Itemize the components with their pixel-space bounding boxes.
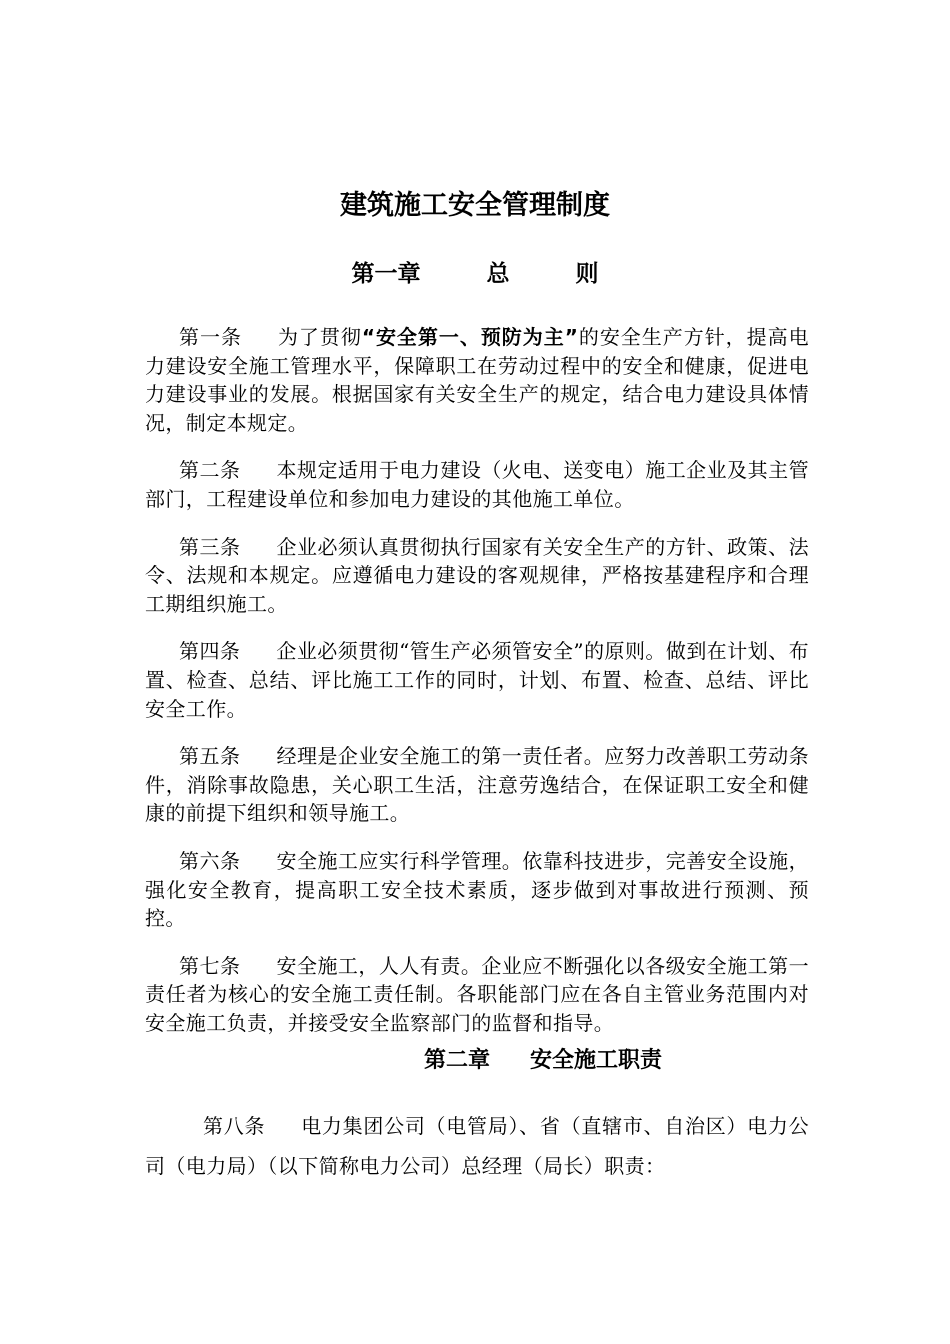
article-number: 第七条 — [179, 953, 241, 978]
chapter-2-number: 第二章 — [424, 1048, 491, 1073]
article-2 — [145, 456, 809, 513]
article-number: 第四条 — [179, 639, 241, 664]
article-text: 为了贯彻 — [277, 325, 362, 349]
chapter-1-heading — [0, 256, 950, 292]
article-text: 经理是企业安全施工的第一责任者。应努力改善职工劳动条件，消除事故隐患，关心职工生活，注意劳逸结合，在保证职工安全和健康的前提下组织和领导施工。 — [145, 744, 810, 826]
article-7 — [145, 952, 809, 1038]
chapter-1-articles — [145, 323, 809, 1056]
article-text: 的安全生产方针，提高电力建设安全施工管理水平，保障职工在劳动过程中的安全和健康，促进电力建设事业的发展。根据国家有关安全生产的规定，结合电力建设具体情况，制定本规定。 — [145, 325, 809, 435]
article-number: 第一条 — [179, 325, 242, 349]
chapter-1-number: 第一章 — [351, 261, 421, 287]
article-number: 第三条 — [179, 534, 241, 559]
article-5 — [145, 742, 809, 828]
article-text: 本规定适用于电力建设（火电、送变电）施工企业及其主管部门，工程建设单位和参加电力建设的其他施工单位。 — [145, 458, 810, 511]
chapter-2-heading — [424, 1043, 662, 1079]
article-1 — [145, 323, 809, 437]
article-emphasis: “安全第一、预防为主” — [361, 325, 579, 349]
document-title: 建筑施工安全管理制度 — [340, 190, 610, 221]
article-number: 第八条 — [203, 1114, 266, 1138]
article-6 — [145, 847, 809, 933]
article-text: 企业必须认真贯彻执行国家有关安全生产的方针、政策、法令、法规和本规定。应遵循电力建设的客观规律，严格按基建程序和合理工期组织施工。 — [145, 534, 810, 616]
article-8 — [145, 1106, 809, 1186]
article-number: 第二条 — [179, 458, 241, 483]
article-number: 第五条 — [179, 744, 241, 769]
article-text: 安全施工应实行科学管理。依靠科技进步，完善安全设施，强化安全教育，提高职工安全技术素质，逐步做到对事故进行预测、预控。 — [145, 848, 810, 931]
article-text: 安全施工，人人有责。企业应不断强化以各级安全施工第一责任者为核心的安全施工责任制。各职能部门应在各自主管业务范围内对安全施工负责，并接受安全监察部门的监督和指导。 — [145, 953, 810, 1035]
article-text: 企业必须贯彻“管生产必须管安全”的原则。做到在计划、布置、检查、总结、评比施工工作的同时，计划、布置、检查、总结、评比安全工作。 — [145, 639, 810, 721]
chapter-1-name-part2: 则 — [575, 261, 599, 287]
article-text: 电力集团公司（电管局）、省（直辖市、自治区）电力公司（电力局）（以下简称电力公司）总经理（局长）职责： — [145, 1114, 810, 1178]
chapter-2-name: 安全施工职责 — [530, 1048, 663, 1073]
chapter-1-name-part1: 总 — [486, 261, 510, 287]
article-number: 第六条 — [179, 848, 241, 873]
article-4 — [145, 637, 809, 723]
article-3 — [145, 533, 809, 619]
